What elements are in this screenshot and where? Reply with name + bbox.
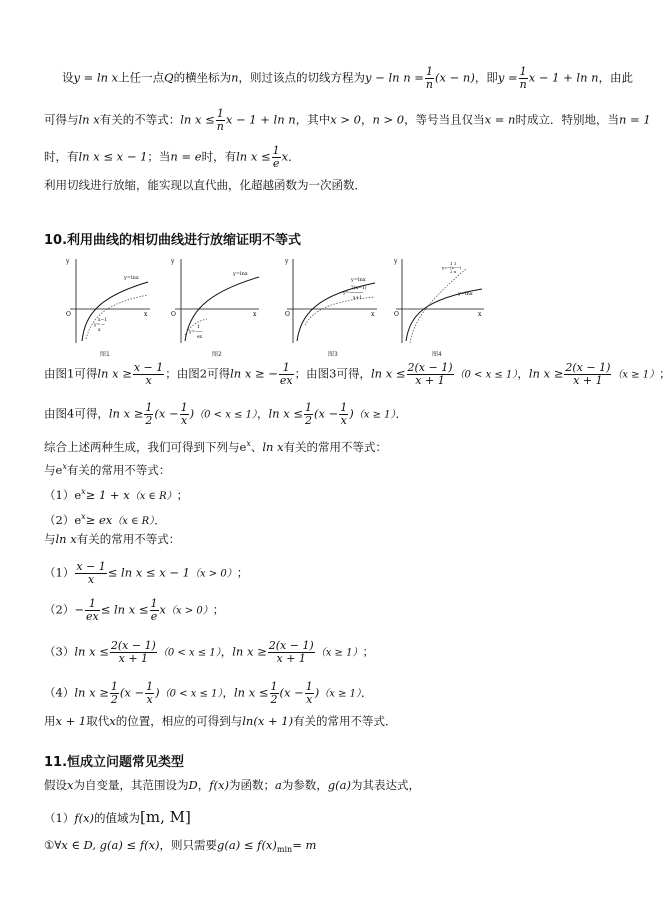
figure-3 (285, 255, 381, 345)
svg-text:y: y (66, 258, 70, 265)
text-line: 假设x为自变量，其范围设为D，f(x)为函数；a为参数，g(a)为其表达式， (44, 778, 421, 792)
svg-text:x+1: x+1 (353, 296, 363, 301)
svg-text:2 x: 2 x (450, 269, 457, 274)
text-line: 综合上述两种生成，我们可得到下列与$e^x$、ln x有关的常用不等式： (44, 439, 388, 454)
text-line: $(1)e^x\ge 1 + x(x$ ∈ R）； (44, 487, 189, 502)
svg-text:O: O (66, 311, 71, 318)
svg-text:O: O (394, 311, 399, 318)
figure-2 (167, 255, 263, 345)
svg-text:1 1: 1 1 (450, 261, 457, 266)
svg-text:y=lnx: y=lnx (124, 275, 139, 281)
svg-text:y: y (285, 258, 289, 265)
text-line: 由图4可得，ln x ≥ $\frac{1}{2}$ (x − $\frac{1}{x}$ )（0 < x ≤ 1），ln x ≤ $\frac{1}{2}$ (x − $\frac{1}{x}$ )（x ≥ 1）． (44, 401, 408, 427)
text-line: 与$e^x$有关的常用不等式： (44, 462, 171, 477)
figure-4-caption: 图4 (432, 351, 442, 358)
figure-3-caption: 图3 (328, 351, 338, 358)
text-line: （2）− $\frac{1}{ex}$ ≤ ln x ≤ $\frac{1}{e}$ x（x > 0）； (44, 597, 225, 623)
svg-text:ex: ex (197, 335, 203, 340)
text-line: 用x + 1取代x的位置，相应的可得到与ln(x + 1)有关的常用不等式． (44, 714, 397, 728)
svg-text:y: y (394, 258, 398, 265)
text-line: （1） $\frac{x - 1}{x}$ ≤ ln x ≤ x − 1（x > 0）； (44, 560, 249, 586)
figure-4 (392, 255, 488, 345)
svg-text:x−1: x−1 (98, 318, 108, 323)
svg-text:y=─────: y=───── (343, 291, 363, 296)
text-line: 时，有ln x ≤ x − 1；当n = e时，有ln x ≤ $\frac{1}{e}$ x． (44, 144, 300, 170)
text-line: （4）ln x ≥ $\frac{1}{2}$ (x − $\frac{1}{x}$ )（0 < x ≤ 1），ln x ≤ $\frac{1}{2}$ (x − $\frac{1}{x}$ )（x ≥ 1）． (44, 680, 373, 706)
text-line: （3）ln x ≤ $\frac{2(x - 1)}{x + 1}$ （0 < x ≤ 1），ln x ≥ $\frac{2(x - 1)}{x + 1}$ （x ≥ 1）； (44, 639, 374, 665)
section-heading-10: 10.利用曲线的相切曲线进行放缩证明不等式 (44, 233, 302, 248)
text-line: 由图1可得ln x ≥ $\frac{x - 1}{x}$ ；由图2可得ln x ≥ − $\frac{1}{ex}$ ；由图3可得，ln x ≤ $\frac{2(x - 1)}{x + 1}$ （0 < x ≤ 1），ln x ≥ $\frac{2(x - 1)}{x + 1}$ （x ≥ 1）； (44, 361, 671, 387)
text-line: 可得与ln x有关的不等式：ln x ≤ $\frac{1}{n}$ x − 1 + ln n，其中x > 0，n > 0，等号当且仅当x = n时成立．特别地，当n = 1 (44, 107, 651, 133)
text-line: ①∀x ∈ D, g(a) ≤ f(x)，则只需要$g(a) \le f(x)_{min}= m$ (44, 838, 317, 854)
svg-text:y=lnx: y=lnx (351, 277, 366, 283)
svg-text:y=─(x−─): y=─(x−─) (442, 265, 462, 270)
svg-text:x: x (253, 311, 257, 318)
text-line: 利用切线进行放缩，能实现以直代曲，化超越函数为一次函数． (44, 178, 366, 192)
svg-text:y=lnx: y=lnx (458, 291, 473, 297)
svg-text:x: x (98, 328, 101, 333)
svg-text:O: O (171, 311, 176, 318)
text-line: 设y = ln x上任一点Q的横坐标为n，则过该点的切线方程为y − ln n = $\frac{1}{n}$ (x − n)，即y = $\frac{1}{n}$ x − 1 + ln n，由此 (62, 65, 634, 91)
svg-text:y: y (171, 258, 175, 265)
svg-text:y=−─: y=−─ (189, 330, 202, 335)
text-line: （1）f(x)的值域为[m, M] (44, 808, 191, 826)
figure-2-caption: 图2 (212, 351, 222, 358)
section-heading-11: 11.恒成立问题常见类型 (44, 755, 185, 770)
svg-text:O: O (285, 311, 290, 318)
text-line: 与ln x有关的常用不等式： (44, 532, 181, 546)
figure-1-caption: 图1 (100, 351, 110, 358)
svg-text:1: 1 (197, 325, 200, 330)
svg-text:x: x (144, 311, 148, 318)
svg-text:x: x (371, 311, 375, 318)
text-line: $(2)e^x\ge ex(x$ ∈ R）． (44, 512, 166, 527)
svg-text:2(x−1): 2(x−1) (351, 286, 367, 291)
figure-1 (58, 255, 154, 345)
svg-text:y=lnx: y=lnx (233, 271, 248, 277)
svg-text:y= ─: y= ─ (94, 323, 105, 328)
svg-text:x: x (478, 311, 482, 318)
